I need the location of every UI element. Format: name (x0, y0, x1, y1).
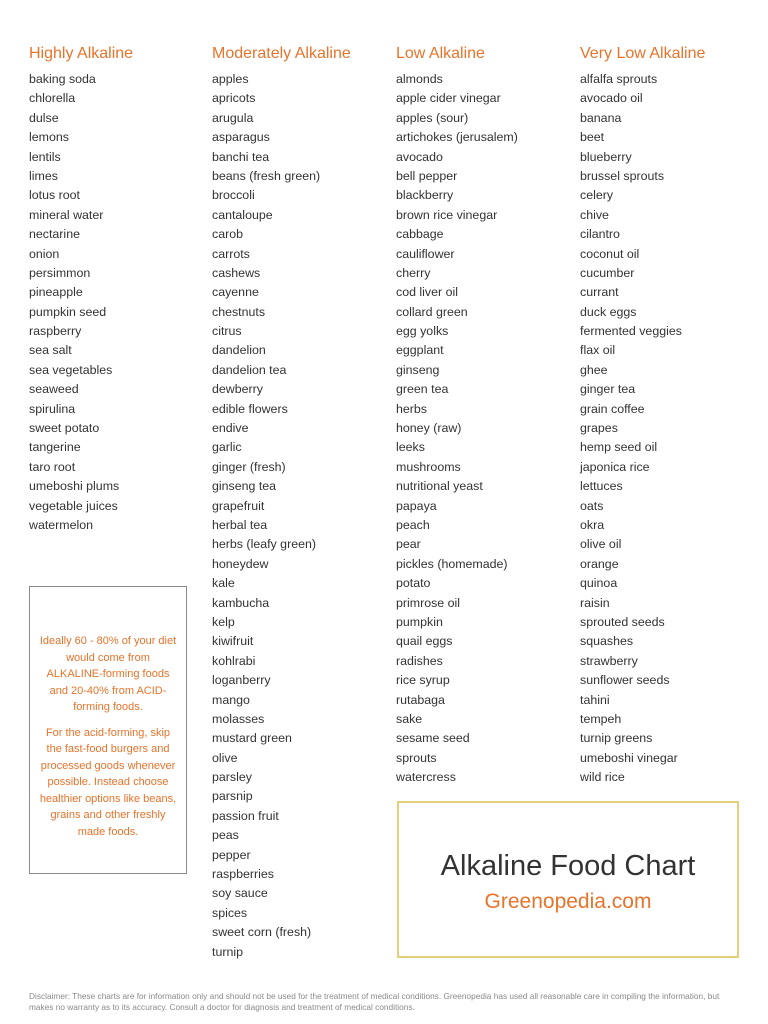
food-item: eggplant (396, 343, 444, 358)
food-item: pear (396, 537, 421, 552)
food-item: grain coffee (580, 401, 645, 416)
food-item: apricots (212, 91, 256, 106)
food-item: watercress (396, 770, 456, 785)
food-item: loganberry (212, 673, 271, 688)
food-item: chlorella (29, 91, 76, 106)
column-highly-alkaline (29, 44, 199, 535)
food-item: herbal tea (212, 517, 268, 532)
food-item: carob (212, 227, 243, 242)
food-item: collard green (396, 304, 468, 319)
food-item: hemp seed oil (580, 440, 658, 455)
food-item: spices (212, 905, 248, 920)
food-item: radishes (396, 653, 443, 668)
food-item: umeboshi plums (29, 479, 120, 494)
column-heading: Moderately Alkaline (212, 45, 351, 62)
food-item: herbs (leafy green) (212, 537, 316, 552)
food-item: kambucha (212, 595, 270, 610)
food-item: soy sauce (212, 886, 268, 901)
food-item: seaweed (29, 382, 79, 397)
food-item: lotus root (29, 188, 80, 203)
food-item: limes (29, 168, 58, 183)
food-item: cantaloupe (212, 207, 273, 222)
food-item: green tea (396, 382, 449, 397)
food-item: cherry (396, 265, 431, 280)
food-item: almonds (396, 72, 443, 86)
food-item: apples (212, 72, 249, 86)
food-item: beans (fresh green) (212, 168, 321, 183)
food-item: bell pepper (396, 168, 458, 183)
site-name: Greenopedia.com (484, 890, 652, 913)
food-item: chive (580, 207, 609, 222)
food-item: mustard green (212, 731, 292, 746)
food-item: tangerine (29, 440, 81, 455)
food-item: umeboshi vinegar (580, 750, 678, 765)
food-item: blackberry (396, 188, 454, 203)
food-item: cod liver oil (396, 285, 458, 300)
food-item: honeydew (212, 556, 269, 571)
diet-tip-ratio: Ideally 60 - 80% of your diet would come from ALKALINE-forming foods and 20-40% from ACID-forming foods. (39, 635, 177, 713)
food-item: ginseng (396, 362, 440, 377)
food-list (212, 70, 382, 962)
food-item: baking soda (29, 72, 96, 86)
food-item: primrose oil (396, 595, 461, 610)
food-item: nectarine (29, 227, 80, 242)
food-item: orange (580, 556, 619, 571)
food-item: sunflower seeds (580, 673, 670, 688)
food-list (396, 70, 566, 787)
food-item: lemons (29, 130, 69, 145)
food-item: sprouted seeds (580, 614, 665, 629)
food-item: persimmon (29, 265, 91, 280)
food-item: apples (sour) (396, 110, 469, 125)
food-item: wild rice (580, 770, 625, 785)
food-item: celery (580, 188, 614, 203)
food-item: beet (580, 130, 605, 145)
food-item: olive (212, 750, 238, 765)
food-item: duck eggs (580, 304, 637, 319)
food-item: papaya (396, 498, 437, 513)
food-item: turnip (212, 944, 243, 959)
food-item: grapes (580, 421, 618, 436)
food-item: kale (212, 576, 235, 591)
food-item: avocado oil (580, 91, 643, 106)
food-item: honey (raw) (396, 421, 462, 436)
food-item: chestnuts (212, 304, 266, 319)
food-item: rice syrup (396, 673, 450, 688)
food-item: pumpkin seed (29, 304, 107, 319)
diet-tip-advice: For the acid-forming, skip the fast-food burgers and processed goods whenever possible. Instead choose healthier options like beans, grains and other freshly made foods. (39, 726, 177, 838)
food-item: cashews (212, 265, 261, 280)
food-item: lettuces (580, 479, 623, 494)
food-item: turnip greens (580, 731, 653, 746)
food-item: raspberry (29, 324, 82, 339)
food-item: arugula (212, 110, 254, 125)
food-item: peach (396, 517, 430, 532)
food-item: fermented veggies (580, 324, 682, 339)
food-item: dulse (29, 110, 59, 125)
food-item: sesame seed (396, 731, 470, 746)
column-heading: Low Alkaline (396, 45, 485, 62)
food-item: peas (212, 828, 239, 843)
food-list (580, 70, 750, 787)
food-item: edible flowers (212, 401, 288, 416)
food-item: apple cider vinegar (396, 91, 501, 106)
food-list (29, 70, 199, 535)
food-item: garlic (212, 440, 242, 455)
food-item: endive (212, 421, 249, 436)
food-item: quail eggs (396, 634, 453, 649)
food-item: okra (580, 517, 605, 532)
food-item: herbs (396, 401, 427, 416)
food-item: raisin (580, 595, 610, 610)
food-item: kiwifruit (212, 634, 254, 649)
food-item: dandelion (212, 343, 266, 358)
food-item: pepper (212, 847, 251, 862)
food-item: raspberries (212, 867, 274, 882)
food-item: cucumber (580, 265, 635, 280)
food-item: rutabaga (396, 692, 445, 707)
food-item: squashes (580, 634, 634, 649)
food-item: ginger tea (580, 382, 636, 397)
food-item: dandelion tea (212, 362, 287, 377)
food-item: brown rice vinegar (396, 207, 498, 222)
food-item: parsley (212, 770, 252, 785)
diet-tip-box (29, 586, 187, 874)
food-item: carrots (212, 246, 250, 261)
food-item: molasses (212, 711, 265, 726)
food-item: spirulina (29, 401, 76, 416)
chart-title-box (397, 801, 739, 958)
food-item: cilantro (580, 227, 620, 242)
food-item: banchi tea (212, 149, 270, 164)
food-item: broccoli (212, 188, 255, 203)
food-item: kohlrabi (212, 653, 256, 668)
food-item: dewberry (212, 382, 263, 397)
food-item: mineral water (29, 207, 104, 222)
food-item: olive oil (580, 537, 622, 552)
food-item: currant (580, 285, 619, 300)
food-item: cayenne (212, 285, 259, 300)
chart-title: Alkaline Food Chart (440, 850, 696, 882)
food-item: sweet corn (fresh) (212, 925, 312, 940)
food-item: ghee (580, 362, 608, 377)
food-item: ginseng tea (212, 479, 277, 494)
food-item: sprouts (396, 750, 437, 765)
food-item: sweet potato (29, 421, 100, 436)
disclaimer: Disclaimer: These charts are for information only and should not be used for the treatment of medical conditions. Greenopedia has used all reasonable care in compiling the information, but makes no warranty as to its accuracy. Consult a doctor for diagnosis and treatment of medical conditions. (29, 991, 720, 1012)
food-item: quinoa (580, 576, 618, 591)
food-item: sea vegetables (29, 362, 113, 377)
column-heading: Very Low Alkaline (580, 45, 706, 62)
food-item: potato (396, 576, 431, 591)
food-item: parsnip (212, 789, 253, 804)
food-item: citrus (212, 324, 242, 339)
food-item: pineapple (29, 285, 83, 300)
column-low-alkaline (396, 44, 566, 787)
food-item: tahini (580, 692, 610, 707)
food-item: lentils (29, 149, 61, 164)
food-item: oats (580, 498, 604, 513)
food-item: sake (396, 711, 423, 726)
food-item: kelp (212, 614, 235, 629)
food-item: pickles (homemade) (396, 556, 508, 571)
food-item: vegetable juices (29, 498, 118, 513)
food-item: sea salt (29, 343, 72, 358)
food-item: strawberry (580, 653, 638, 668)
food-item: alfalfa sprouts (580, 72, 658, 86)
food-item: taro root (29, 459, 76, 474)
food-item: flax oil (580, 343, 616, 358)
food-item: artichokes (jerusalem) (396, 130, 518, 145)
food-item: coconut oil (580, 246, 640, 261)
food-item: grapefruit (212, 498, 265, 513)
food-item: leeks (396, 440, 425, 455)
food-item: tempeh (580, 711, 622, 726)
food-item: cabbage (396, 227, 444, 242)
food-item: watermelon (29, 517, 94, 532)
food-item: passion fruit (212, 808, 279, 823)
food-item: asparagus (212, 130, 270, 145)
food-item: pumpkin (396, 614, 443, 629)
food-item: mushrooms (396, 459, 461, 474)
food-item: cauliflower (396, 246, 455, 261)
food-item: mango (212, 692, 250, 707)
column-very-low-alkaline (580, 44, 750, 787)
column-moderately-alkaline (212, 44, 382, 962)
food-item: japonica rice (580, 459, 650, 474)
food-item: avocado (396, 149, 443, 164)
food-item: nutritional yeast (396, 479, 483, 494)
food-item: egg yolks (396, 324, 449, 339)
food-item: banana (580, 110, 622, 125)
food-item: blueberry (580, 149, 632, 164)
food-item: brussel sprouts (580, 168, 665, 183)
food-item: onion (29, 246, 60, 261)
column-heading: Highly Alkaline (29, 45, 134, 62)
food-item: ginger (fresh) (212, 459, 286, 474)
